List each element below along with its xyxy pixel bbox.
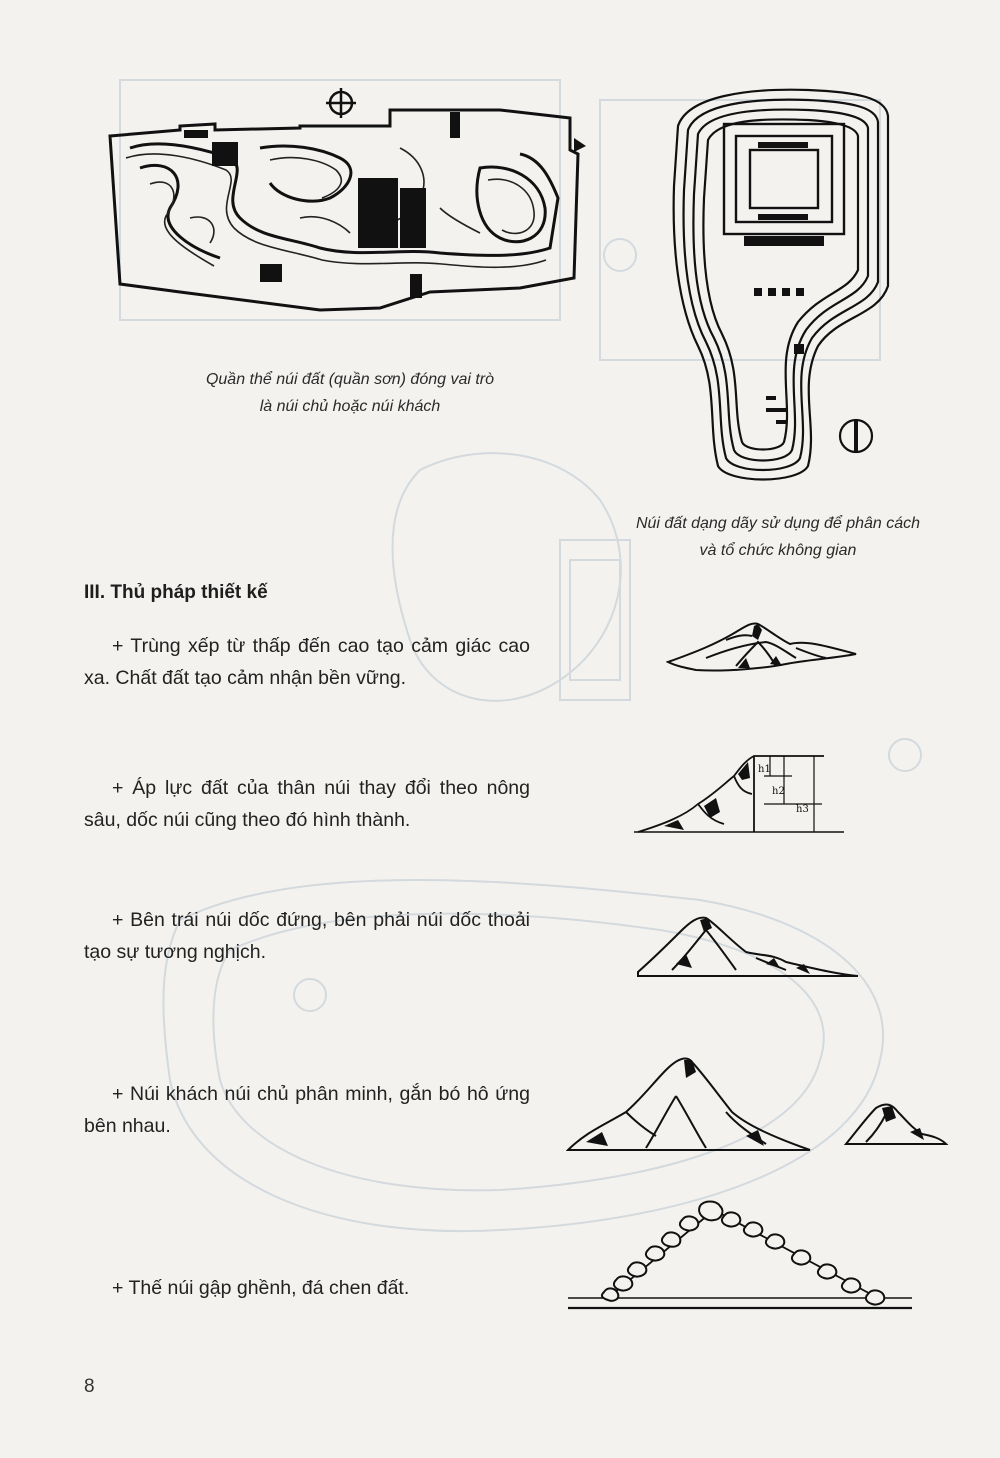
section-heading: III. Thủ pháp thiết kế bbox=[84, 582, 268, 603]
slope-label: h2 bbox=[772, 786, 785, 797]
caption-line: Núi đất dạng dãy sử dụng để phân cách bbox=[635, 515, 921, 532]
caption-line: Quần thể núi đất (quần sơn) đóng vai trò bbox=[205, 371, 495, 388]
design-technique-item bbox=[84, 904, 530, 968]
design-technique-item bbox=[84, 772, 530, 836]
design-technique-item bbox=[84, 630, 530, 694]
ridge-mountains-caption bbox=[604, 510, 952, 564]
caption-line: và tổ chức không gian bbox=[699, 542, 857, 559]
design-technique-item bbox=[84, 1272, 530, 1304]
item-text: + Núi khách núi chủ phân minh, gắn bó hô ứng bên nhau. bbox=[84, 1083, 530, 1137]
rock-studded-mountain-sketch bbox=[568, 1198, 914, 1316]
design-technique-item bbox=[84, 1078, 530, 1142]
item-text: + Thế núi gập ghềnh, đá chen đất. bbox=[112, 1277, 410, 1299]
cluster-mountains-plan-figure bbox=[100, 88, 590, 328]
slope-label: h1 bbox=[758, 764, 771, 775]
slope-pressure-diagram bbox=[634, 748, 846, 840]
layered-mountains-sketch bbox=[666, 618, 860, 678]
caption-line: là núi chủ hoặc núi khách bbox=[259, 398, 441, 415]
slope-label: h3 bbox=[796, 804, 809, 815]
contrasting-slopes-sketch bbox=[636, 912, 860, 982]
item-text: + Trùng xếp từ thấp đến cao tạo cảm giác cao xa. Chất đất tạo cảm nhận bền vững. bbox=[84, 635, 530, 689]
ridge-mountains-plan-figure bbox=[668, 86, 900, 486]
cluster-mountains-caption bbox=[160, 366, 540, 420]
page-number: 8 bbox=[84, 1376, 95, 1397]
host-guest-mountains-sketch bbox=[566, 1052, 950, 1158]
item-text: + Bên trái núi dốc đứng, bên phải núi dốc thoải tạo sự tương nghịch. bbox=[84, 909, 530, 963]
item-text: + Áp lực đất của thân núi thay đổi theo nông sâu, dốc núi cũng theo đó hình thành. bbox=[84, 777, 530, 831]
